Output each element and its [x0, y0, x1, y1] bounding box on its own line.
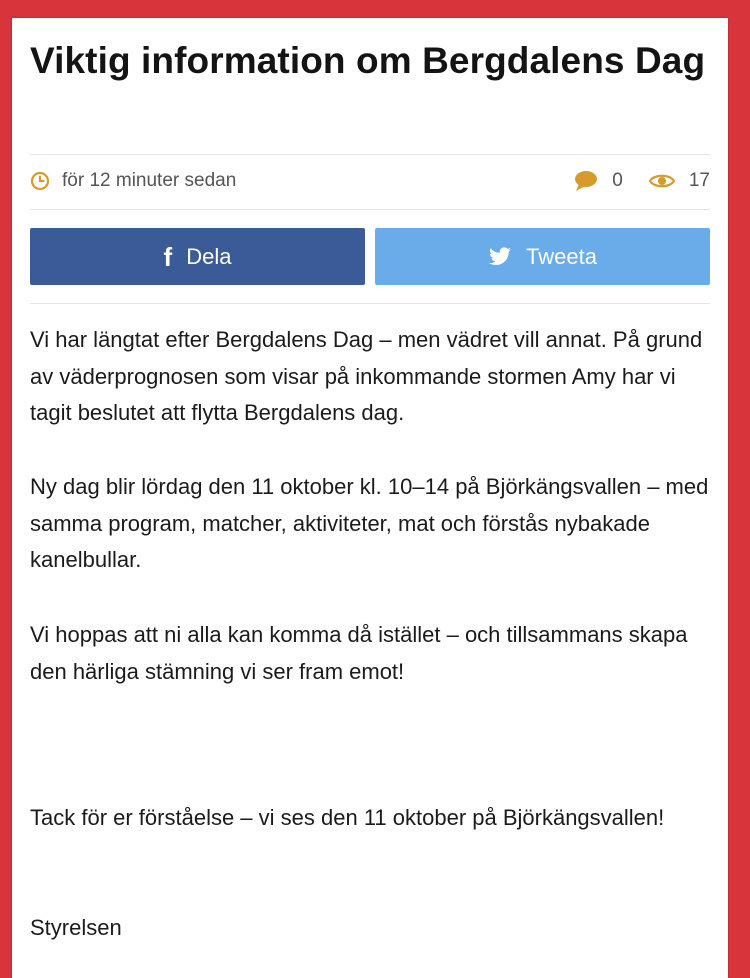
view-count: [649, 170, 710, 192]
divider-meta: [30, 209, 710, 210]
divider-share: [30, 303, 710, 304]
comment-count-value: 0: [612, 170, 623, 191]
posted-time: för 12 minuter sedan: [62, 170, 237, 191]
speech-bubble-icon: [574, 170, 598, 192]
twitter-share-button[interactable]: [375, 228, 710, 285]
body-paragraph: Vi hoppas att ni alla kan komma då istället – och tillsammans skapa den härliga stämning vi ser fram emot!: [30, 622, 688, 684]
clock-icon: [30, 171, 50, 191]
twitter-share-label: Tweeta: [526, 243, 597, 269]
facebook-f-icon: f: [163, 241, 173, 272]
article-title: Viktig information om Bergdalens Dag: [30, 40, 706, 81]
twitter-bird-icon: [488, 247, 512, 267]
body-paragraph: Vi har längtat efter Bergdalens Dag – men vädret vill annat. På grund av väderprognosen som visar på inkommande stormen Amy har vi tagit beslutet att flytta Bergdalens dag.: [30, 327, 703, 425]
facebook-share-button[interactable]: [30, 228, 365, 285]
body-paragraph: Tack för er förståelse – vi ses den 11 oktober på Björkängsvallen!: [30, 805, 665, 830]
divider-top: [30, 154, 710, 155]
eye-icon: [649, 172, 675, 190]
comment-count[interactable]: [574, 170, 623, 192]
body-paragraph: Ny dag blir lördag den 11 oktober kl. 10–14 på Björkängsvallen – med samma program, matcher, aktiviteter, mat och förstås nybakade kanelbullar.: [30, 474, 709, 572]
article-card: [12, 18, 728, 978]
signature: Styrelsen: [30, 915, 122, 940]
view-count-value: 17: [688, 170, 710, 191]
facebook-share-label: Dela: [186, 243, 232, 269]
article-meta: [30, 164, 710, 198]
